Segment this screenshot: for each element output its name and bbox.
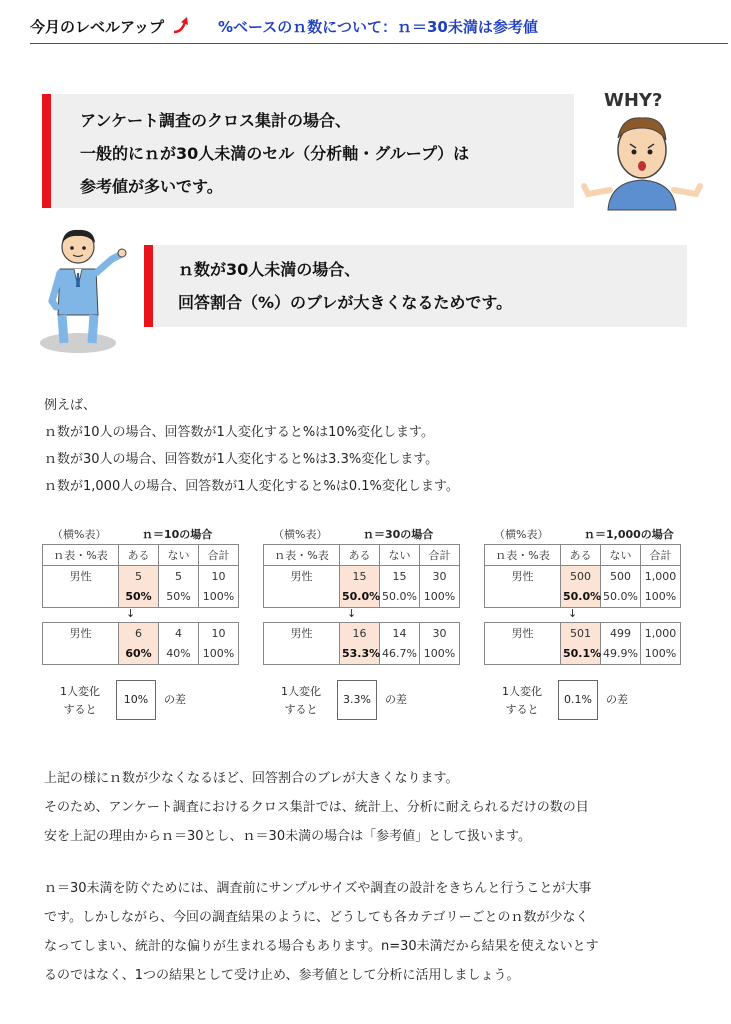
paragraph-line: そのため、アンケート調査におけるクロス集計では、統計上、分析に耐えられるだけの数の目	[44, 800, 589, 815]
page-header	[30, 14, 728, 44]
trend-up-arrow-icon	[172, 14, 194, 36]
count-cell: 16	[340, 623, 380, 644]
diff-value: 3.3%	[337, 680, 377, 720]
table-row	[264, 587, 460, 608]
reason-line: 回答割合（%）のブレが大きくなるためです。	[178, 293, 513, 312]
pct-cell: 50.0%	[340, 587, 380, 608]
cross-table-n1000	[484, 526, 684, 725]
count-cell: 10	[199, 623, 239, 644]
cross-table-after	[263, 622, 460, 665]
row-label: 男性	[485, 566, 561, 587]
statement-box	[42, 94, 574, 208]
down-arrow-icon: ↓	[568, 607, 578, 620]
table-row	[264, 566, 460, 587]
why-text: WHY?	[604, 90, 663, 111]
confused-man-illustration	[578, 82, 706, 212]
down-arrow-icon: ↓	[126, 607, 136, 620]
pct-cell: 100%	[420, 644, 460, 665]
pct-cell: 50.0%	[561, 587, 601, 608]
count-cell: 500	[601, 566, 641, 587]
cross-table-n30	[263, 526, 463, 725]
count-cell: 30	[420, 566, 460, 587]
table-header-row	[43, 545, 239, 566]
difference-row	[484, 677, 684, 725]
header-cell: ない	[601, 545, 641, 566]
example-line: ｎ数が30人の場合、回答数が1人変化すると%は3.3%変化します。	[44, 452, 439, 467]
accent-bar	[42, 94, 51, 208]
difference-row	[42, 677, 242, 725]
table-row	[485, 623, 681, 644]
table-row	[43, 623, 239, 644]
diff-label: すると	[284, 703, 318, 716]
table-caption-n: ｎ＝1,000の場合	[584, 528, 674, 541]
table-row	[485, 566, 681, 587]
header-cell: 合計	[641, 545, 681, 566]
paragraph-line: ｎ＝30未満を防ぐためには、調査前にサンプルサイズや調査の設計をきちんと行うことが大事	[44, 881, 592, 896]
pct-cell: 50.1%	[561, 644, 601, 665]
diff-suffix: の差	[164, 693, 186, 706]
row-label: 男性	[43, 566, 119, 587]
header-cell: ある	[340, 545, 380, 566]
difference-row	[263, 677, 463, 725]
count-cell: 500	[561, 566, 601, 587]
pct-cell: 60%	[119, 644, 159, 665]
example-line: ｎ数が10人の場合、回答数が1人変化すると%は10%変化します。	[44, 425, 435, 440]
table-header-row	[264, 545, 460, 566]
diff-value: 0.1%	[558, 680, 598, 720]
count-cell: 501	[561, 623, 601, 644]
diff-label: すると	[63, 703, 97, 716]
count-cell: 15	[380, 566, 420, 587]
cross-table-before	[42, 544, 239, 608]
examples-text	[44, 392, 459, 500]
header-cell: ｎ表・%表	[485, 545, 561, 566]
pct-cell: 50%	[159, 587, 199, 608]
paragraph-line: るのではなく、1つの結果として受け止め、参考値として分析に活用しましょう。	[44, 968, 520, 983]
pct-cell: 46.7%	[380, 644, 420, 665]
level-up-label: 今月のレベルアップ	[30, 18, 164, 36]
header-cell: 合計	[199, 545, 239, 566]
diff-suffix: の差	[606, 693, 628, 706]
statement-line: 一般的にｎが30人未満のセル（分析軸・グループ）は	[80, 144, 470, 163]
diff-label: 1人変化	[281, 685, 321, 698]
row-label: 男性	[264, 623, 340, 644]
diff-suffix: の差	[385, 693, 407, 706]
header-cell: ｎ表・%表	[43, 545, 119, 566]
cross-table-after	[42, 622, 239, 665]
page-title: %ベースのｎ数について：ｎ＝30未満は参考値	[218, 18, 538, 36]
count-cell: 30	[420, 623, 460, 644]
header-cell: ある	[119, 545, 159, 566]
header-cell: ｎ表・%表	[264, 545, 340, 566]
table-row	[485, 587, 681, 608]
example-line: 例えば、	[44, 398, 97, 413]
table-row	[43, 644, 239, 665]
count-cell: 5	[119, 566, 159, 587]
pct-cell: 100%	[641, 587, 681, 608]
header-cell: ない	[380, 545, 420, 566]
count-cell: 1,000	[641, 566, 681, 587]
count-cell: 499	[601, 623, 641, 644]
diff-value: 10%	[116, 680, 156, 720]
cross-table-n10	[42, 526, 242, 725]
paragraph-line: なってしまい、統計的な偏りが生まれる場合もあります。n=30未満だから結果を使えないとす	[44, 939, 599, 954]
row-label: 男性	[43, 623, 119, 644]
table-row	[485, 644, 681, 665]
cross-table-after	[484, 622, 681, 665]
table-row	[264, 644, 460, 665]
pct-cell: 50.0%	[601, 587, 641, 608]
count-cell: 10	[199, 566, 239, 587]
count-cell: 4	[159, 623, 199, 644]
pct-cell: 53.3%	[340, 644, 380, 665]
reason-box	[144, 245, 687, 327]
count-cell: 1,000	[641, 623, 681, 644]
diff-label: 1人変化	[60, 685, 100, 698]
pct-cell: 100%	[641, 644, 681, 665]
table-caption-n: ｎ＝10の場合	[142, 528, 213, 541]
pct-cell: 40%	[159, 644, 199, 665]
row-label: 男性	[264, 566, 340, 587]
pct-cell: 50%	[119, 587, 159, 608]
row-label: 男性	[485, 623, 561, 644]
cross-table-before	[484, 544, 681, 608]
table-caption-n: ｎ＝30の場合	[363, 528, 434, 541]
paragraph-line: 安を上記の理由からｎ＝30とし、ｎ＝30未満の場合は「参考値」として扱います。	[44, 829, 532, 844]
table-caption-type: （横%表）	[273, 528, 328, 541]
count-cell: 14	[380, 623, 420, 644]
pct-cell: 49.9%	[601, 644, 641, 665]
table-row	[43, 587, 239, 608]
cross-table-before	[263, 544, 460, 608]
diff-label: すると	[505, 703, 539, 716]
statement-line: 参考値が多いです。	[80, 177, 223, 196]
pct-cell: 100%	[199, 587, 239, 608]
table-row	[43, 566, 239, 587]
table-header-row	[485, 545, 681, 566]
example-line: ｎ数が1,000人の場合、回答数が1人変化すると%は0.1%変化します。	[44, 479, 459, 494]
paragraph-line: 上記の様にｎ数が少なくなるほど、回答割合のブレが大きくなります。	[44, 771, 459, 786]
header-cell: ない	[159, 545, 199, 566]
reason-line: ｎ数が30人未満の場合、	[178, 260, 361, 279]
pct-cell: 100%	[420, 587, 460, 608]
advice-paragraph	[44, 874, 704, 990]
count-cell: 6	[119, 623, 159, 644]
down-arrow-icon: ↓	[347, 607, 357, 620]
count-cell: 15	[340, 566, 380, 587]
pct-cell: 100%	[199, 644, 239, 665]
table-row	[264, 623, 460, 644]
statement-line: アンケート調査のクロス集計の場合、	[80, 111, 352, 130]
diff-label: 1人変化	[502, 685, 542, 698]
header-cell: 合計	[420, 545, 460, 566]
table-caption-type: （横%表）	[52, 528, 107, 541]
conclusion-paragraph	[44, 764, 704, 851]
count-cell: 5	[159, 566, 199, 587]
paragraph-line: です。しかしながら、今回の調査結果のように、どうしても各カテゴリーごとのｎ数が少なく	[44, 910, 589, 925]
pointing-man-illustration	[38, 225, 134, 357]
table-caption-type: （横%表）	[494, 528, 549, 541]
pct-cell: 50.0%	[380, 587, 420, 608]
accent-bar	[144, 245, 153, 327]
header-cell: ある	[561, 545, 601, 566]
